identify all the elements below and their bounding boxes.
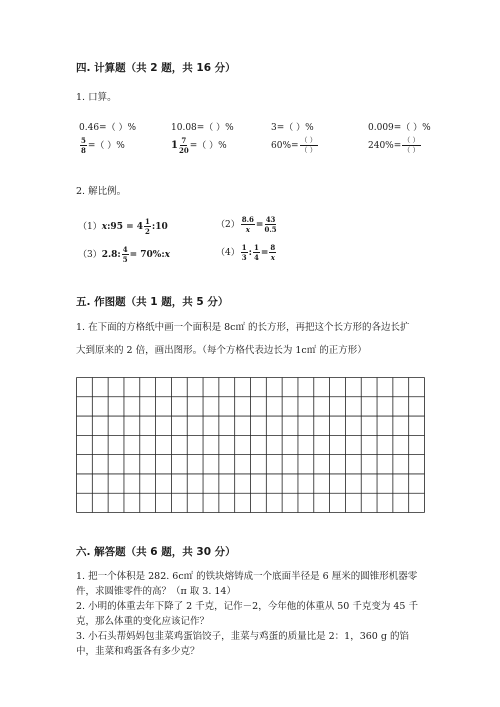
drawing-question-line: 1. 在下面的方格纸中画一个面积是 8c㎡ 的长方形，再把这个长方形的各边长扩 xyxy=(76,322,410,333)
oral-calc-item: 60%= $\frac{( )}{( )}$ xyxy=(271,136,317,154)
word-problem-line: 件，求圆锥零件的高？（π 取 3. 14） xyxy=(76,586,236,597)
word-problem-line: 3. 小石头帮妈妈包韭菜鸡蛋馅饺子，韭菜与鸡蛋的质量比是 2：1，360 g 的馅 xyxy=(76,631,409,642)
section-6-title: 六. 解答题（共 6 题，共 30 分） xyxy=(76,546,236,558)
question-2-label: 2. 解比例。 xyxy=(76,186,127,197)
question-1-label: 1. 口算。 xyxy=(76,92,117,103)
oral-calc-item: 240%= $\frac{( )}{( )}$ xyxy=(368,136,420,154)
drawing-question-line: 大到原来的 2 倍，画出图形。（每个方格代表边长为 1c㎡ 的正方形） xyxy=(76,345,367,356)
oral-calc-item: 10.08=（ ）% xyxy=(171,123,234,133)
oral-calc-item: 0.46=（ ）% xyxy=(79,123,136,133)
section-4-title: 四. 计算题（共 2 题，共 16 分） xyxy=(76,62,236,74)
oral-calc-item: $\frac{5}{8}$ =（ ）% xyxy=(81,136,125,155)
proportion-item: （4） $\frac{1}{3}$ : $\frac{1}{4}$ = $\frac{8}{x}$ xyxy=(216,243,276,262)
word-problem-line: 1. 把一个体积是 282. 6c㎡ 的铁块熔铸成一个底面半径是 6 厘米的圆锥形机器零 xyxy=(76,571,418,582)
oral-calc-item: 1 $\frac{7}{20}$ =（ ）% xyxy=(171,136,227,155)
proportion-item: （2） $\frac{8.6}{x}$ = $\frac{43}{0.5}$ xyxy=(216,215,277,234)
section-5-title: 五. 作图题（共 1 题，共 5 分） xyxy=(76,296,229,308)
proportion-item: （3）2.8: $\frac{4}{5}$ = 70%:x xyxy=(78,245,171,264)
word-problem-line: 中，韭菜和鸡蛋各有多少克？ xyxy=(76,646,200,657)
word-problem-line: 2. 小明的体重去年下降了 2 千克，记作－2，今年他的体重从 50 千克变为 45 千 xyxy=(76,601,418,612)
square-grid-paper[interactable] xyxy=(76,377,425,513)
word-problem-line: 克，那么体重的变化应该记作？ xyxy=(76,616,210,627)
oral-calc-item: 3=（ ）% xyxy=(271,123,314,133)
oral-calc-item: 0.009=（ ）% xyxy=(368,123,431,133)
proportion-item: （1）x:95 = 4 $\frac{1}{2}$ :10 xyxy=(78,217,168,236)
